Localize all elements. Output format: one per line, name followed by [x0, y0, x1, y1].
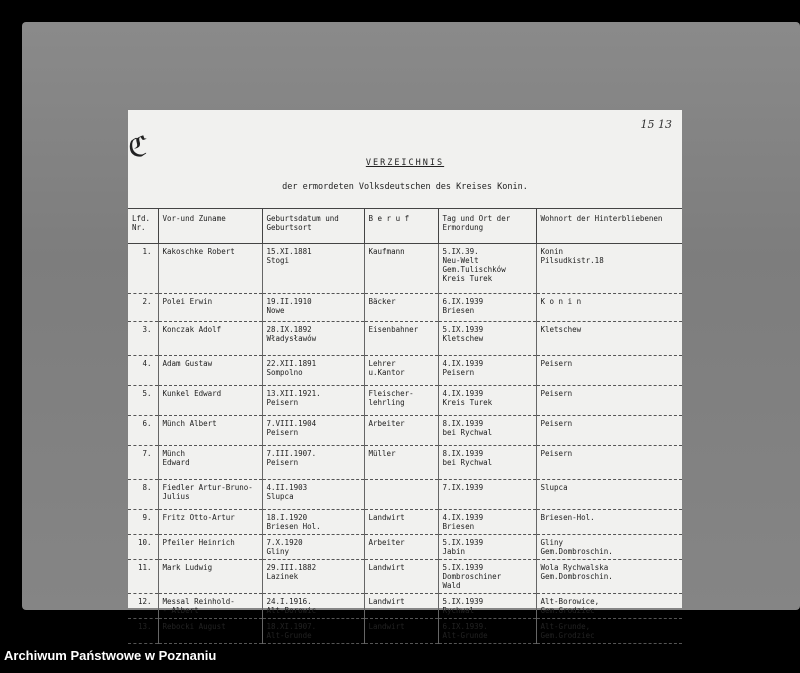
cell-nr: 12.	[128, 594, 158, 619]
cell-wohnort: Slupca	[536, 480, 682, 510]
cell-wohnort: Peisern	[536, 416, 682, 446]
cell-beruf: Landwirt	[364, 594, 438, 619]
table-header-row	[128, 209, 682, 244]
cell-birth: 7.X.1920 Gliny	[262, 535, 364, 560]
cell-name: Fiedler Artur-Bruno- Julius	[158, 480, 262, 510]
cell-birth: 7.III.1907. Peisern	[262, 446, 364, 480]
table-row	[128, 356, 682, 386]
cell-birth: 22.XII.1891 Sompolno	[262, 356, 364, 386]
cell-nr: 5.	[128, 386, 158, 416]
cell-wohnort: Peisern	[536, 356, 682, 386]
cell-death: 5.IX.1939 Rychwal	[438, 594, 536, 619]
table-row	[128, 594, 682, 619]
cell-birth: 19.II.1910 Nowe	[262, 294, 364, 322]
cell-name: Kakoschke Robert	[158, 244, 262, 294]
table-row	[128, 446, 682, 480]
cell-birth: 29.III.1882 Lazinek	[262, 560, 364, 594]
document-subtitle: der ermordeten Volksdeutschen des Kreises Konin.	[282, 182, 528, 192]
cell-beruf	[364, 480, 438, 510]
cell-beruf: Lehrer u.Kantor	[364, 356, 438, 386]
cell-birth: 7.VIII.1904 Peisern	[262, 416, 364, 446]
cell-name: Adam Gustaw	[158, 356, 262, 386]
cell-death: 6.IX.1939. Alt-Grunde	[438, 619, 536, 644]
column-header: Wohnort der Hinterbliebenen	[536, 209, 682, 244]
cell-name: Fritz Otto-Artur	[158, 510, 262, 535]
cell-nr: 3.	[128, 322, 158, 356]
cell-nr: 6.	[128, 416, 158, 446]
cell-nr: 8.	[128, 480, 158, 510]
cell-wohnort: Peisern	[536, 446, 682, 480]
table-row	[128, 619, 682, 644]
cell-beruf: Müller	[364, 446, 438, 480]
table-row	[128, 386, 682, 416]
column-header: Vor-und Zuname	[158, 209, 262, 244]
table-row	[128, 294, 682, 322]
cell-name: Mark Ludwig	[158, 560, 262, 594]
document-title: VERZEICHNIS	[365, 158, 445, 168]
cell-name: Münch Edward	[158, 446, 262, 480]
cell-death: 8.IX.1939 bei Rychwal	[438, 446, 536, 480]
cell-name: Pfeiler Heinrich	[158, 535, 262, 560]
cell-birth: 18.XI.1907. Alt-Grunde	[262, 619, 364, 644]
cell-death: 6.IX.1939 Briesen	[438, 294, 536, 322]
cell-wohnort: Gliny Gem.Dombroschin.	[536, 535, 682, 560]
cell-birth: 4.II.1903 Slupca	[262, 480, 364, 510]
cell-beruf: Bäcker	[364, 294, 438, 322]
column-header: Lfd. Nr.	[128, 209, 158, 244]
table-row	[128, 244, 682, 294]
cell-birth: 15.XI.1881 Stogi	[262, 244, 364, 294]
cell-death: 5.IX.1939 Dombroschiner Wald	[438, 560, 536, 594]
cell-nr: 11.	[128, 560, 158, 594]
cell-wohnort: Wola Rychwalska Gem.Dombroschin.	[536, 560, 682, 594]
cell-birth: 24.I.1916. Alt-Borowic	[262, 594, 364, 619]
cell-beruf: Fleischer- lehrling	[364, 386, 438, 416]
victims-table	[128, 208, 682, 644]
cell-nr: 4.	[128, 356, 158, 386]
cell-nr: 1.	[128, 244, 158, 294]
cell-nr: 7.	[128, 446, 158, 480]
cell-name: Münch Albert	[158, 416, 262, 446]
cell-beruf: Landwirt	[364, 619, 438, 644]
column-header: Tag und Ort der Ermordung	[438, 209, 536, 244]
cell-nr: 9.	[128, 510, 158, 535]
cell-birth: 13.XII.1921. Peisern	[262, 386, 364, 416]
cell-beruf: Eisenbahner	[364, 322, 438, 356]
cell-wohnort: Briesen-Hol.	[536, 510, 682, 535]
cell-name: Polei Erwin	[158, 294, 262, 322]
cell-name: Rebocki August	[158, 619, 262, 644]
document-page	[128, 110, 682, 640]
cell-death: 4.IX.1939 Peisern	[438, 356, 536, 386]
cell-death: 8.IX.1939 bei Rychwal	[438, 416, 536, 446]
cell-death: 4.IX.1939 Briesen	[438, 510, 536, 535]
cell-beruf: Kaufmann	[364, 244, 438, 294]
table-row	[128, 480, 682, 510]
cell-birth: 18.I.1920 Briesen Hol.	[262, 510, 364, 535]
cell-nr: 2.	[128, 294, 158, 322]
cell-beruf: Landwirt	[364, 510, 438, 535]
table-row	[128, 560, 682, 594]
cell-wohnort: K o n i n	[536, 294, 682, 322]
cell-wohnort: Alt-Grunde, Gem.Grodziec	[536, 619, 682, 644]
cell-wohnort: Peisern	[536, 386, 682, 416]
cell-wohnort: Alt-Borowice, Gem.Grodziec	[536, 594, 682, 619]
cell-death: 5.IX.39. Neu-Welt Gem.Tulischków Kreis Turek	[438, 244, 536, 294]
cell-wohnort: Konin Pilsudkistr.18	[536, 244, 682, 294]
table-row	[128, 510, 682, 535]
cell-name: Kunkel Edward	[158, 386, 262, 416]
table-row	[128, 416, 682, 446]
cell-name: Konczak Adolf	[158, 322, 262, 356]
cell-death: 7.IX.1939	[438, 480, 536, 510]
cell-beruf: Arbeiter	[364, 535, 438, 560]
table-row	[128, 322, 682, 356]
cell-death: 4.IX.1939 Kreis Turek	[438, 386, 536, 416]
table-row	[128, 535, 682, 560]
cell-birth: 28.IX.1892 Władysławów	[262, 322, 364, 356]
cell-death: 5.IX.1939 Kletschew	[438, 322, 536, 356]
cell-nr: 13.	[128, 619, 158, 644]
cell-beruf: Landwirt	[364, 560, 438, 594]
cell-beruf: Arbeiter	[364, 416, 438, 446]
cell-nr: 10.	[128, 535, 158, 560]
column-header: B e r u f	[364, 209, 438, 244]
cell-wohnort: Kletschew	[536, 322, 682, 356]
column-header: Geburtsdatum und Geburtsort	[262, 209, 364, 244]
cell-death: 5.IX.1939 Jabin	[438, 535, 536, 560]
archive-caption: Archiwum Państwowe w Poznaniu	[4, 648, 217, 663]
page-number: 15 13	[640, 118, 672, 131]
margin-mark-icon: ℭ	[128, 130, 148, 163]
cell-name: Messal Reinhold- - Albert	[158, 594, 262, 619]
